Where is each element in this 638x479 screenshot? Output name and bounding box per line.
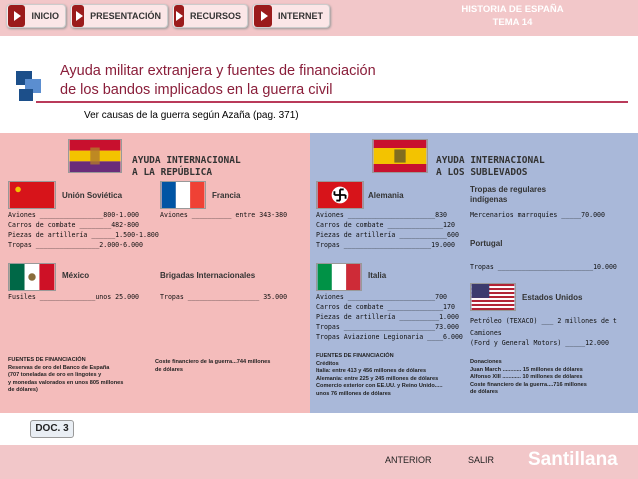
republic-cost-line: de dólares xyxy=(155,366,183,373)
republic-financing-line: Reservas de oro del Banco de España xyxy=(8,364,110,371)
donations-line: Alfonso XIII ............ 10 millones de dólares xyxy=(470,374,583,381)
anterior-button[interactable]: ANTERIOR xyxy=(385,455,432,465)
germany-row-artilleria: Piezas de artillería ____________600 xyxy=(316,231,459,239)
doc-label: DOC. 3 xyxy=(30,420,74,438)
inicio-label: INICIO xyxy=(31,11,59,21)
recursos-label: RECURSOS xyxy=(189,11,241,21)
ussr-row-tropas: Tropas ________________2.000-6.000 xyxy=(8,241,143,249)
donations-line: Juan March ............ 15 millones de dólares xyxy=(470,366,583,373)
usa-row-petroleo: Petróleo (TEXACO) ___ 2 millones de t xyxy=(470,317,617,325)
rebels-heading xyxy=(436,155,545,179)
germany-label: Alemania xyxy=(368,191,404,200)
inicio-button[interactable] xyxy=(6,4,66,28)
mexico-flag-icon xyxy=(8,263,56,291)
republic-title-2: A LA REPÚBLICA xyxy=(132,167,213,178)
play-arrow-icon xyxy=(254,5,272,27)
donations-line: Coste financiero de la guerra....716 millones xyxy=(470,381,587,388)
mexico-row-fusiles: Fusiles ______________unos 25.000 xyxy=(8,293,140,301)
republic-flag-icon xyxy=(68,139,122,173)
santillana-logo: Santillana xyxy=(528,449,618,470)
republic-financing-title: FUENTES DE FINANCIACIÓN xyxy=(8,357,86,363)
france-flag-icon xyxy=(160,181,206,209)
rebels-title-2: A LOS SUBLEVADOS xyxy=(436,167,528,178)
italy-row-aviazione: Tropas Aviazione Legionaria ____6.000 xyxy=(316,333,463,341)
recursos-button[interactable] xyxy=(172,4,248,28)
subtitle-link[interactable]: Ver causas de la guerra según Azaña (pag. 371) xyxy=(84,110,299,121)
title-divider xyxy=(36,101,628,103)
internet-button[interactable] xyxy=(252,4,330,28)
donations-title: Donaciones xyxy=(470,359,502,365)
france-row-aviones: Aviones __________ entre 343-380 xyxy=(160,211,288,219)
rebels-title-1: AYUDA INTERNACIONAL xyxy=(436,155,545,166)
rebels-financing-sub: Créditos xyxy=(316,360,339,367)
republic-financing-line: (707 toneladas de oro en lingotes y xyxy=(8,372,102,379)
regulares-label-2: indígenas xyxy=(470,195,508,204)
salir-button[interactable]: SALIR xyxy=(468,455,495,465)
italy-row-carros: Carros de combate ______________170 xyxy=(316,303,455,311)
republic-heading xyxy=(132,155,241,179)
course-header xyxy=(430,3,595,29)
nationalist-flag-icon xyxy=(372,139,428,173)
italy-label: Italia xyxy=(368,271,387,280)
rebels-financing-title: FUENTES DE FINANCIACIÓN xyxy=(316,353,394,359)
ussr-label: Unión Soviética xyxy=(62,191,123,200)
germany-row-aviones: Aviones ______________________830 xyxy=(316,211,448,219)
republic-cost xyxy=(155,359,270,374)
italy-row-aviones: Aviones ______________________700 xyxy=(316,293,448,301)
book-logo-icon xyxy=(16,65,42,103)
usa-row-ford: (Ford y General Motors) _____12.000 xyxy=(470,339,609,347)
germany-flag-icon xyxy=(316,181,364,209)
presentacion-label: PRESENTACIÓN xyxy=(90,11,161,21)
rebels-financing-line: Comercio exterior con EE.UU. y Reino Unido..... xyxy=(316,383,443,390)
rebels-financing-line: unos 76 millones de dólares xyxy=(316,390,391,397)
internet-label: INTERNET xyxy=(278,11,323,21)
usa-flag-icon xyxy=(470,283,516,311)
italy-row-tropas: Tropas _______________________73.000 xyxy=(316,323,459,331)
usa-row-camiones: Camiones xyxy=(470,329,502,337)
rebels-financing-line: Alemania: entre 225 y 245 millones de dólares xyxy=(316,375,439,382)
italy-flag-icon xyxy=(316,263,362,291)
rebels-panel xyxy=(310,133,638,413)
topic-label: TEMA 14 xyxy=(492,17,533,28)
republic-panel xyxy=(0,133,310,413)
play-arrow-icon xyxy=(8,5,25,27)
regulares-row: Mercenarios marroquíes _____70.000 xyxy=(470,211,605,219)
ussr-row-aviones: Aviones ________________800-1.000 xyxy=(8,211,140,219)
rebels-donations xyxy=(470,359,587,397)
republic-financing-line: y monedas valorados en unos 805 millones xyxy=(8,379,124,386)
top-nav-bar xyxy=(0,0,638,36)
ussr-row-artilleria: Piezas de artillería ______1.500-1.800 xyxy=(8,231,159,239)
italy-row-artilleria: Piezas de artillería __________1.000 xyxy=(316,313,459,321)
republic-financing-line: de dólares) xyxy=(8,387,38,394)
france-label: Francia xyxy=(212,191,241,200)
republic-title-1: AYUDA INTERNACIONAL xyxy=(132,155,241,166)
play-arrow-icon xyxy=(174,5,184,27)
brigadas-label: Brigadas Internacionales xyxy=(160,271,256,280)
regulares-label-1: Tropas de regulares xyxy=(470,185,547,194)
title-line-2: de los bandos implicados en la guerra civil xyxy=(60,82,333,98)
portugal-row-tropas: Tropas ________________________10.000 xyxy=(470,263,617,271)
portugal-label: Portugal xyxy=(470,239,503,248)
germany-row-carros: Carros de combate ______________120 xyxy=(316,221,455,229)
rebels-financing xyxy=(316,353,443,399)
course-title: HISTORIA DE ESPAÑA xyxy=(461,4,564,15)
rebels-financing-line: Italia: entre 413 y 456 millones de dólares xyxy=(316,368,427,375)
brigadas-row-tropas: Tropas __________________ 35.000 xyxy=(160,293,288,301)
page-title xyxy=(60,62,376,100)
ussr-flag-icon xyxy=(8,181,56,209)
republic-cost-line: Coste financiero de la guerra...744 millones xyxy=(155,359,271,365)
donations-line: de dólares xyxy=(470,389,498,396)
mexico-label: México xyxy=(62,271,90,280)
germany-row-tropas: Tropas ______________________19.000 xyxy=(316,241,455,249)
usa-label: Estados Unidos xyxy=(522,293,583,302)
ussr-row-carros: Carros de combate ________482-800 xyxy=(8,221,140,229)
presentacion-button[interactable] xyxy=(70,4,168,28)
title-line-1: Ayuda militar extranjera y fuentes de financiación xyxy=(60,63,376,79)
regulares-label xyxy=(470,185,546,205)
republic-financing xyxy=(8,357,123,395)
play-arrow-icon xyxy=(72,5,84,27)
